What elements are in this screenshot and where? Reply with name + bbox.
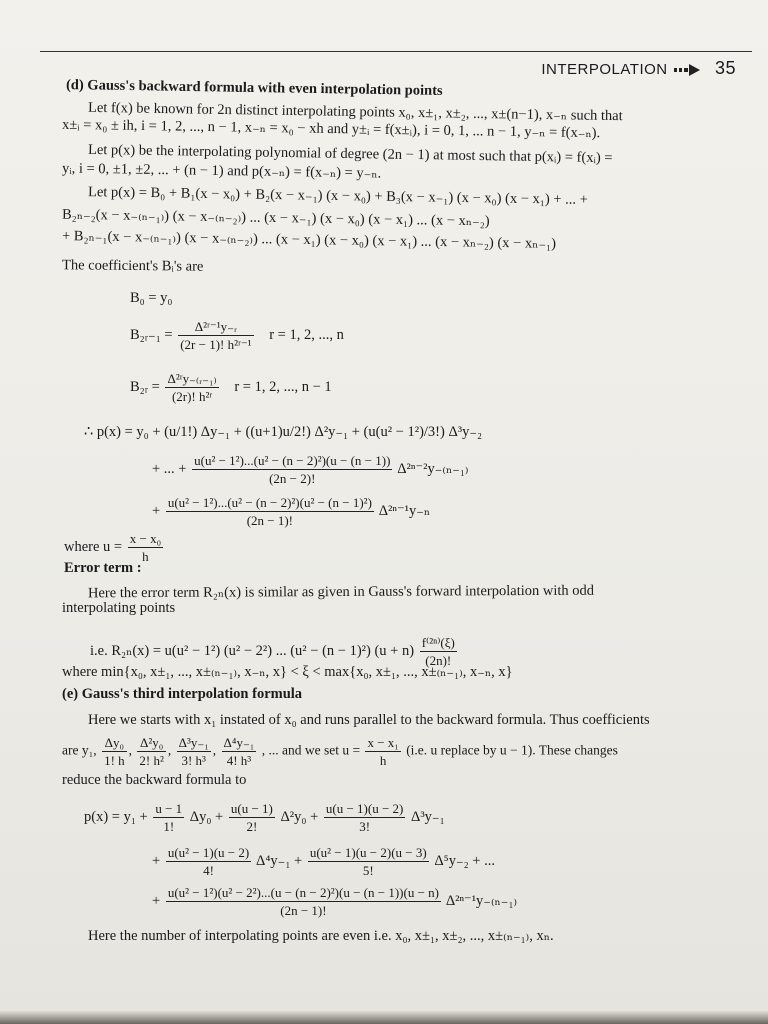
equation-b2r-range: r = 1, 2, ..., n − 1 [234,378,332,395]
formula-1-term-1-denominator: 1! [153,817,184,835]
formula-1-term-1-suffix: Δy₀ + [189,808,224,825]
equation-px-line-2-suffix: Δ²ⁿ⁻²y₋₍ₙ₋₁₎ [397,460,469,477]
equation-b2r-1-lhs: B₂ᵣ₋₁ = [130,326,173,343]
page-bottom-shadow [0,1010,768,1024]
coefficient-2-fraction [137,734,165,769]
error-term-equation-numerator: f⁽²ⁿ⁾(ξ) [421,635,455,650]
equation-b2r-1-denominator: (2r − 1)! h²ʳ⁻¹ [180,337,252,352]
equation-px-line-3-denominator: (2n − 1)! [166,511,374,529]
coefficient-3-denominator: 3! h³ [177,751,211,769]
equation-b2r [130,370,332,405]
section-d-paragraph-4: The coefficient's Bᵢ's are [61,257,204,275]
chapter-title: INTERPOLATION [541,61,668,78]
section-e-p1b-prefix: are y₁, [62,742,97,758]
section-d-paragraph-1a: Let f(x) be known for 2n distinct interpolating points x₀, x±₁, x±₂, ..., x±(n−1), x₋ₙ such that [87,99,623,125]
arrow-icon [674,64,700,76]
equation-b2r-1-numerator: Δ²ʳ⁻¹y₋ᵣ [194,319,237,334]
section-e-closing-line: Here the number of interpolating points are even i.e. x₀, x±₁, x±₂, ..., x±₍ₙ₋₁₎, xₙ. [88,928,554,944]
coefficient-3-fraction [177,734,211,769]
section-d-heading: (d) Gauss's backward formula with even interpolation points [65,77,443,99]
where-u-denominator: h [128,547,163,565]
gauss-third-formula-line-3 [152,884,517,919]
formula-1-term-2-fraction [229,800,275,835]
section-d-paragraph-3b: B₂ₙ₋₂(x − x₋₍ₙ₋₁₎) (x − x₋₍ₙ₋₂₎) ... (x − x₋₁) (x − x₀) (x − x₁) ... (x − xₙ₋₂) [61,206,490,230]
formula-2-term-1-suffix: Δ⁴y₋₁ + [256,852,303,869]
equation-b2r-numerator: Δ²ʳy₋₍ᵣ₋₁₎ [167,371,217,386]
running-header [541,58,736,79]
coefficient-3-numerator: Δ³y₋₁ [178,735,209,750]
error-term-paragraph-a: Here the error term R₂ₙ(x) is similar as given in Gauss's forward interpolation with odd [87,582,595,602]
equation-px-line-2 [152,452,468,487]
formula-1-prefix: p(x) = y₁ + [84,808,148,825]
formula-2-term-1-fraction [166,844,251,879]
formula-1-term-1-fraction [153,800,184,835]
section-d-paragraph-2a: Let p(x) be the interpolating polynomial of degree (2n − 1) at most such that p(xᵢ) = f(xᵢ) = [87,141,613,167]
formula-1-term-3-suffix: Δ³y₋₁ [411,808,445,825]
equation-px-line-3 [152,494,430,529]
formula-1-term-3-denominator: 3! [324,817,405,835]
equation-px-line-3-prefix: + [152,502,161,519]
formula-2-term-2-suffix: Δ⁵y₋₂ + ... [434,852,495,869]
section-e-u-fraction [365,734,400,769]
coefficient-1-fraction [102,734,127,769]
formula-3-suffix: Δ²ⁿ⁻¹y₋₍ₙ₋₁₎ [445,892,518,909]
page-number: 35 [714,58,736,78]
equation-b2r-lhs: B₂ᵣ = [130,378,160,395]
equation-b0: B₀ = y₀ [130,290,173,306]
error-term-heading: Error term : [64,560,142,576]
section-e-u-denominator: h [365,751,400,769]
error-term-paragraph-b: interpolating points [62,600,176,616]
section-d-paragraph-2b: yᵢ, i = 0, ±1, ±2, ... + (n − 1) and p(x₋ₙ) = f(x₋ₙ) = y₋ₙ. [61,160,382,182]
coefficient-1-denominator: 1! h [104,753,125,768]
formula-3-fraction [166,884,441,919]
equation-px-line-3-fraction [166,494,374,529]
equation-px-line-3-suffix: Δ²ⁿ⁻¹y₋ₙ [378,502,431,519]
section-d-paragraph-3a: Let p(x) = B₀ + B₁(x − x₀) + B₂(x − x₋₁) (x − x₀) + B₃(x − x₋₁) (x − x₀) (x − x₁) + ... + [87,184,588,208]
formula-2-term-1-numerator: u(u² − 1)(u − 2) [167,845,250,860]
formula-1-term-2-denominator: 2! [229,817,275,835]
formula-1-term-2-suffix: Δ²y₀ + [280,808,319,825]
formula-1-term-3-fraction [324,800,405,835]
error-term-where: where min{x₀, x±₁, ..., x±₍ₙ₋₁₎, x₋ₙ, x} < ξ < max{x₀, x±₁, ..., x±₍ₙ₋₁₎, x₋ₙ, x} [62,664,513,680]
formula-3-prefix: + [152,892,161,909]
error-term-equation-prefix: i.e. R₂ₙ(x) = u(u² − 1²) (u² − 2²) ... (u² − (n − 1)²) (u + n) [90,642,415,659]
equation-b2r-1-fraction [178,318,253,353]
error-term-equation-denominator: (2n)! [420,651,457,669]
formula-2-term-2-numerator: u(u² − 1)(u − 2)(u − 3) [309,845,427,860]
equation-b2r-fraction [165,370,218,405]
section-e-p1b-suffix: (i.e. u replace by u − 1). These changes [406,742,618,758]
equation-b2r-denominator: (2r)! h²ʳ [165,387,218,405]
section-e-p1b-mid: , ... and we set u = [261,742,361,758]
equation-px-line-3-numerator: u(u² − 1²)...(u² − (n − 2)²)(u² − (n − 1)²) [167,495,372,510]
section-e-paragraph-1a: Here we starts with x₁ instated of x₀ and runs parallel to the backward formula. Thus coefficients [88,712,650,728]
coefficient-2-numerator: Δ²y₀ [140,735,164,750]
where-u-numerator: x − x₀ [129,531,162,546]
formula-3-denominator: (2n − 1)! [166,901,441,919]
formula-2-term-1-denominator: 4! [166,861,251,879]
formula-1-term-3-numerator: u(u − 1)(u − 2) [325,801,404,816]
formula-3-numerator: u(u² − 1²)(u² − 2²)...(u − (n − 2)²)(u − (n − 1))(u − n) [167,885,439,900]
equation-px-line-2-numerator: u(u² − 1²)...(u² − (n − 2)²)(u − (n − 1)) [194,453,391,468]
gauss-third-formula-line-2 [152,844,495,879]
header-rule [40,51,752,52]
section-d-paragraph-1b: x±ᵢ = x₀ ± ih, i = 1, 2, ..., n − 1, x₋ₙ = x₀ − xh and y±ᵢ = f(x±ᵢ), i = 0, 1, ... n − 1, y₋ₙ = f(x₋ₙ). [61,116,601,142]
equation-b2r-1-range: r = 1, 2, ..., n [269,326,344,343]
coefficient-2-denominator: 2! h² [139,753,164,768]
section-e-u-numerator: x − x₁ [367,735,399,750]
section-e-heading: (e) Gauss's third interpolation formula [62,686,303,702]
equation-px-line-2-fraction [192,452,392,487]
formula-2-term-2-denominator: 5! [308,861,429,879]
equation-px-line-2-denominator: (2n − 2)! [192,469,392,487]
coefficient-4-fraction [222,734,257,769]
coefficient-4-denominator: 4! h³ [222,751,257,769]
coefficient-4-numerator: Δ⁴y₋₁ [223,735,255,750]
section-e-paragraph-1c: reduce the backward formula to [62,772,247,788]
section-e-paragraph-1b: are y₁, $\frac{\text{Δy₀}}{1! h}$ , $\frac{\text{Δ²y₀}}{\text{2! h²}}$ , $\frac{\text{Δ³y₋₁}}{\text{3! h³}}$ , $\frac{\text{Δ⁴y₋₁}}{\text{4! h³}}$ , ... and we set u = $\frac{\text{x − x₁}}{h}$ (i.e. u replace by u − 1). These changes [62,735,618,768]
where-u-prefix: where u = [64,538,123,555]
coefficient-1-numerator: Δy₀ [104,735,125,750]
formula-2-term-2-fraction [308,844,429,879]
section-d-paragraph-3c: + B₂ₙ₋₁(x − x₋₍ₙ₋₁₎) (x − x₋₍ₙ₋₂₎) ... (x − x₁) (x − x₀) (x − x₁) ... (x − xₙ₋₂) (x − xₙ₋₁) [61,228,557,252]
formula-1-term-1-numerator: u − 1 [155,801,183,816]
formula-1-term-2-numerator: u(u − 1) [230,801,273,816]
formula-2-prefix: + [152,852,161,869]
equation-px-line-2-prefix: + ... + [152,460,187,477]
gauss-third-formula-line-1 [84,800,445,835]
equation-px-line-1: ∴ p(x) = y₀ + (u/1!) Δy₋₁ + ((u+1)u/2!) Δ²y₋₁ + (u(u² − 1²)/3!) Δ³y₋₂ [84,424,483,440]
equation-b2r-1 [130,318,344,353]
